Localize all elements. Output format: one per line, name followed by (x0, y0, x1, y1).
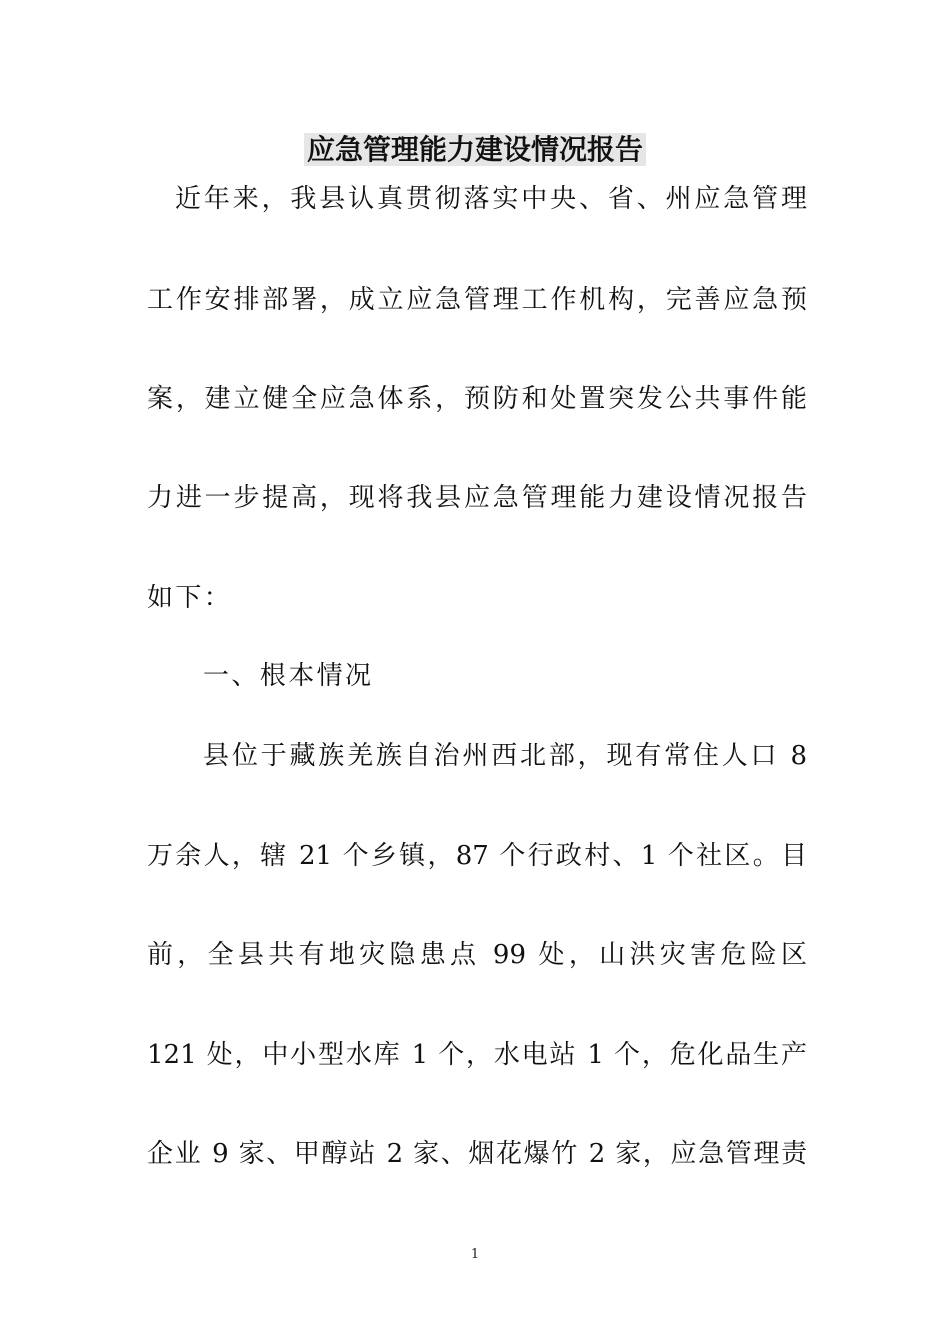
section-heading-basic-situation: 一、根本情况 (203, 661, 374, 691)
paragraph-line-5: 如下： (147, 583, 233, 613)
paragraph-line-3: 案，建立健全应急体系，预防和处置突发公共事件能 (147, 384, 807, 414)
document-title-text: 应急管理能力建设情况报告 (304, 133, 646, 166)
document-title (0, 130, 950, 170)
paragraph-line-9: 121 处，中小型水库 1 个，水电站 1 个，危化品生产 (147, 1040, 807, 1070)
page-number: 1 (470, 1247, 480, 1262)
paragraph-line-8: 前，全县共有地灾隐患点 99 处，山洪灾害危险区 (147, 940, 807, 970)
paragraph-line-1: 近年来，我县认真贯彻落实中央、省、州应急管理 (175, 184, 807, 214)
paragraph-line-6: 县位于藏族羌族自治州西北部，现有常住人口 8 (203, 741, 807, 771)
paragraph-line-2: 工作安排部署，成立应急管理工作机构，完善应急预 (147, 285, 807, 315)
paragraph-line-7: 万余人，辖 21 个乡镇，87 个行政村、1 个社区。目 (147, 841, 807, 871)
paragraph-line-4: 力进一步提高，现将我县应急管理能力建设情况报告 (147, 483, 807, 513)
paragraph-line-10: 企业 9 家、甲醇站 2 家、烟花爆竹 2 家，应急管理责 (147, 1139, 807, 1169)
